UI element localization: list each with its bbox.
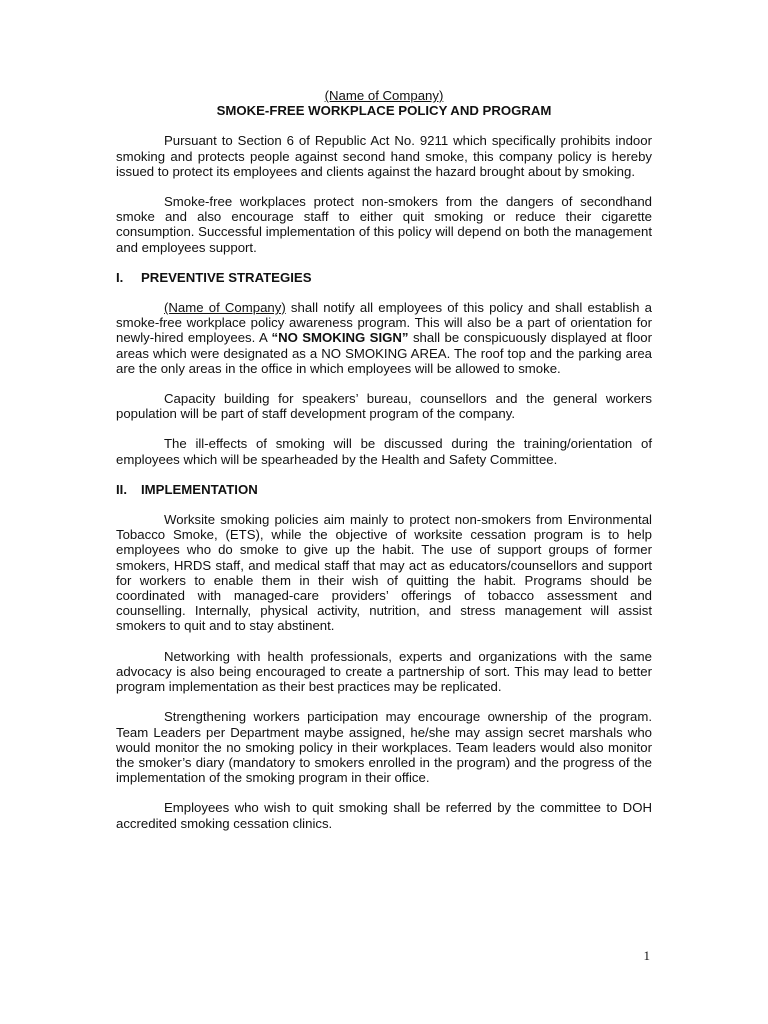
page-number: 1 [643, 948, 650, 963]
preventive-paragraph-3: The ill-effects of smoking will be discussed during the training/orientation of employees which will be spearheaded by the Health and Safety Committee. [116, 436, 652, 467]
title-block [116, 88, 652, 118]
intro-paragraph-1: Pursuant to Section 6 of Republic Act No. 9211 which specifically prohibits indoor smoking and protects people against second hand smoke, this company policy is hereby issued to protect its employees and clients against the hazard brought about by smoking. [116, 133, 652, 179]
company-name-placeholder: (Name of Company) [324, 88, 444, 103]
preventive-paragraph-2: Capacity building for speakers’ bureau, counsellors and the general workers population will be part of staff development program of the company. [116, 391, 652, 422]
paragraph-text: shall notify all employees of this policy and shall establish a smoke-free workplace policy awareness program. This will also be a part of orientation for newly-hired employees. A [116, 300, 652, 346]
implementation-paragraph-3: Strengthening workers participation may encourage ownership of the program. Team Leaders per Department maybe assigned, he/she may assign secret marshals who would monitor the no smoking policy in their workplaces. Team leaders would also monitor the smoker’s diary (mandatory to smokers enrolled in the program) and the progress of the implementation of the smoking program in their office. [116, 709, 652, 786]
paragraph-text: shall be conspicuously displayed at floor areas which were designated as a NO SMOKING AREA. The roof top and the parking area are the only areas in the office in which employees will be allowed to smoke. [116, 330, 653, 376]
section-heading-preventive [116, 270, 652, 285]
document-body [116, 88, 652, 831]
section-number: II. [116, 481, 127, 497]
document-title: SMOKE-FREE WORKPLACE POLICY AND PROGRAM [216, 103, 552, 119]
section-heading-implementation [116, 482, 652, 497]
intro-paragraph-2: Smoke-free workplaces protect non-smokers from the dangers of secondhand smoke and also encourage staff to either quit smoking or reduce their cigarette consumption. Successful implementation of this policy will depend on both the management and employees support. [116, 194, 652, 255]
no-smoking-sign-text: “NO SMOKING SIGN” [271, 330, 409, 346]
section-number: I. [116, 269, 124, 285]
implementation-paragraph-4: Employees who wish to quit smoking shall be referred by the committee to DOH accredited smoking cessation clinics. [116, 800, 652, 831]
implementation-paragraph-1: Worksite smoking policies aim mainly to protect non-smokers from Environmental Tobacco Smoke, (ETS), while the objective of worksite cessation program is to help employees who do smoke to give up the habit. The use of support groups of former smokers, HRDS staff, and medical staff that may act as educators/counsellors and support for workers to enable them in their wish of quitting the habit. Programs should be coordinated with managed-care providers’ offerings of tobacco assessment and counselling. Internally, physical activity, nutrition, and stress management will assist smokers to quit and to stay abstinent. [116, 512, 652, 634]
company-name-inline: (Name of Company) [164, 300, 286, 316]
implementation-paragraph-2: Networking with health professionals, experts and organizations with the same advocacy is also being encouraged to create a partnership of sort. This may lead to better program implementation as their best practices may be replicated. [116, 648, 652, 695]
preventive-paragraph-1 [116, 300, 652, 376]
section-title: IMPLEMENTATION [141, 481, 258, 497]
section-title: PREVENTIVE STRATEGIES [141, 269, 312, 285]
